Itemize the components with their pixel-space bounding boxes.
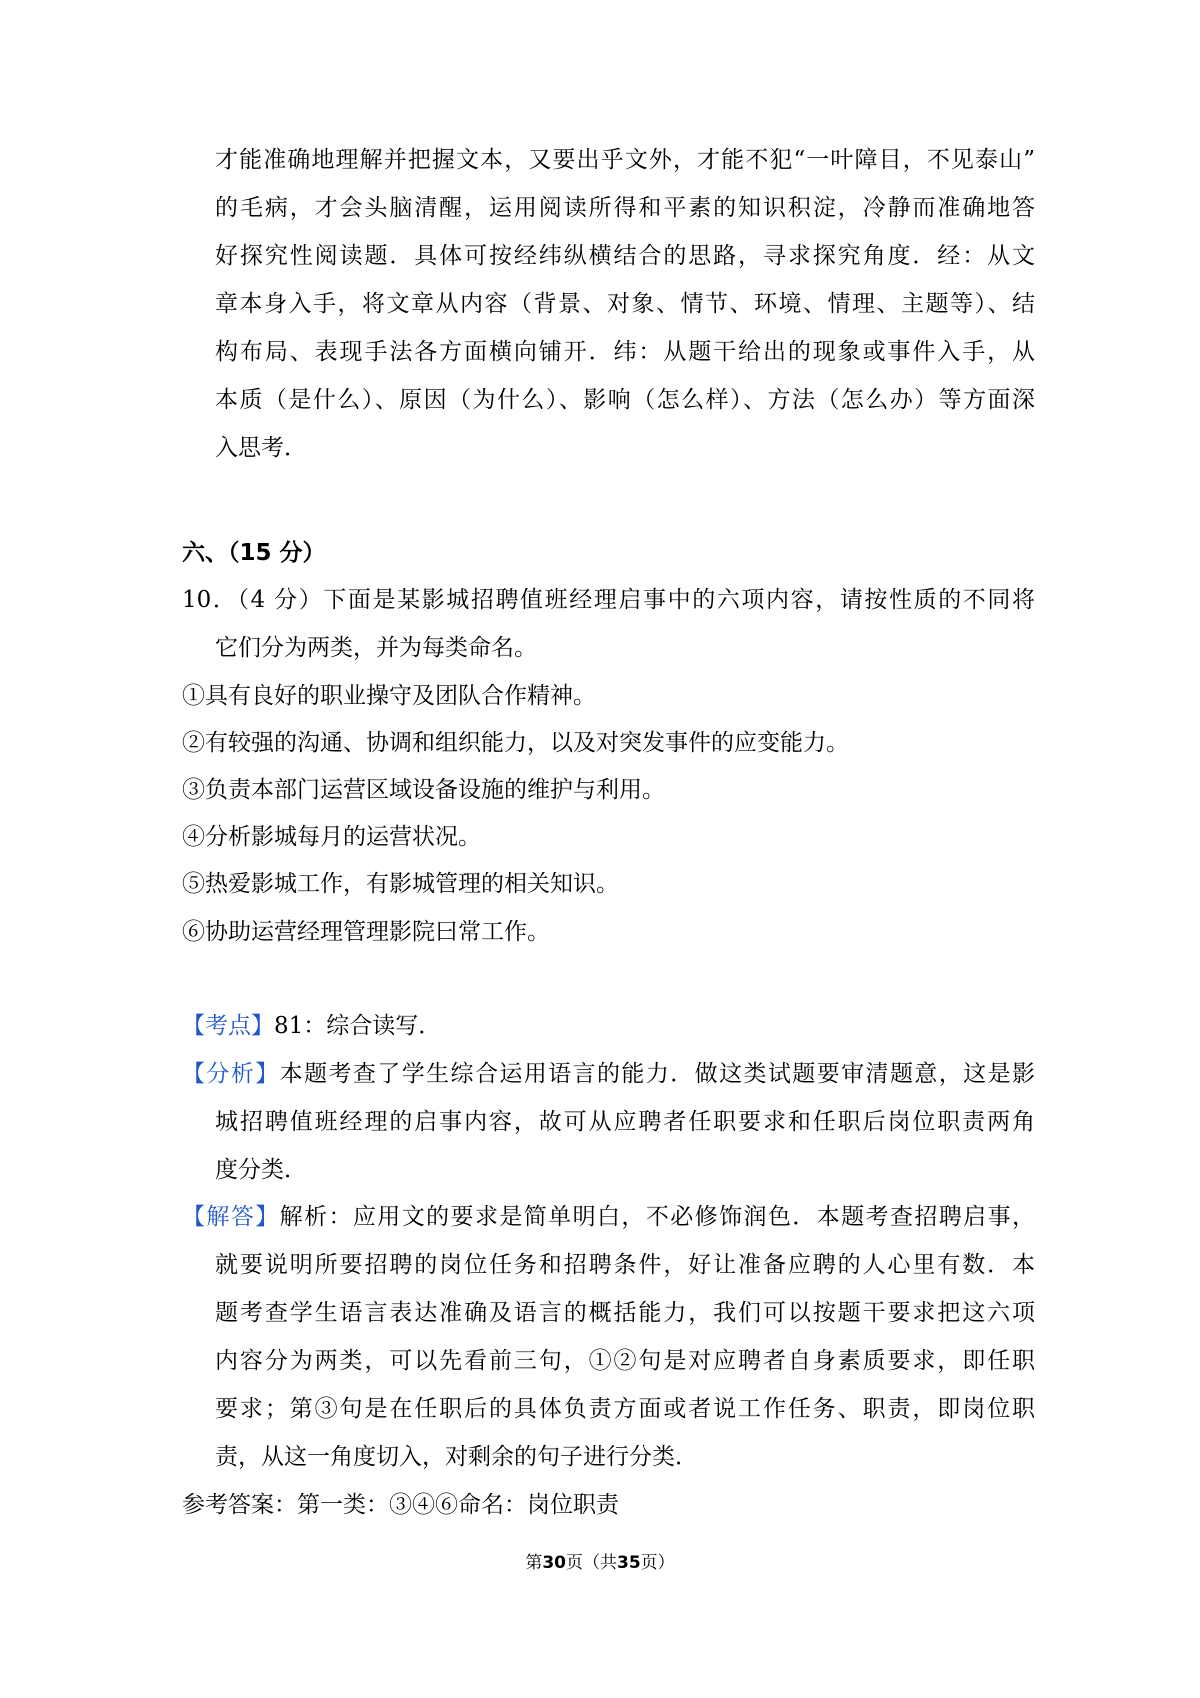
- intro-line: 章本身入手，将文章从内容（背景、对象、情节、环境、情理、主题等）、结: [215, 291, 1035, 317]
- footer-total-pages: 35: [617, 1553, 641, 1573]
- intro-line: 才能准确地理解并把握文本，又要出乎文外，才能不犯“一叶障目，不见泰山”: [215, 147, 1035, 173]
- fenxi-first: 本题考查了学生综合运用语言的能力．做这类试题要审清题意，这是影: [279, 1061, 1036, 1087]
- jieda-text-line: 题考查学生语言表达准确及语言的概括能力，我们可以按题干要求把这六项: [215, 1300, 1035, 1326]
- question-item: ⑥协助运营经理管理影院曰常工作。: [182, 919, 550, 945]
- kaodian-tag: 【考点】: [182, 1013, 274, 1039]
- jieda-text-line: 要求；第③句是在任职后的具体负责方面或者说工作任务、职责，即岗位职: [215, 1396, 1035, 1422]
- question-item: ④分析影城每月的运营状况。: [182, 824, 481, 850]
- intro-line: 本质（是什么）、原因（为什么）、影响（怎么样）、方法（怎么办）等方面深: [215, 387, 1035, 413]
- question-line: 它们分为两类，并为每类命名。: [215, 635, 537, 661]
- question-item: ③负责本部门运营区域设备设施的维护与利用。: [182, 777, 665, 803]
- fenxi-text-line: 度分类．: [215, 1157, 307, 1183]
- question-item: ①具有良好的职业操守及团队合作精神。: [182, 683, 596, 709]
- intro-line: 的毛病，才会头脑清醒，运用阅读所得和平素的知识积淀，冷静而准确地答: [215, 195, 1035, 221]
- reference-answer: 参考答案：第一类：③④⑥命名：岗位职责: [182, 1492, 619, 1518]
- jieda-line: [182, 1202, 1035, 1232]
- section-title: 六、（15 分）: [182, 540, 326, 566]
- kaodian-line: [182, 1011, 441, 1041]
- question-item: ⑤热爱影城工作，有影城管理的相关知识。: [182, 871, 619, 897]
- fenxi-text-line: 城招聘值班经理的启事内容，故可从应聘者任职要求和任职后岗位职责两角: [215, 1109, 1035, 1135]
- page-footer: [0, 1552, 1200, 1574]
- intro-line: 构布局、表现手法各方面横向铺开．纬：从题干给出的现象或事件入手，从: [215, 339, 1035, 365]
- kaodian-text: 81：综合读写．: [274, 1013, 442, 1039]
- footer-suffix: 页）: [640, 1553, 675, 1573]
- footer-middle: 页（共: [566, 1553, 617, 1573]
- jieda-text-line: 就要说明所要招聘的岗位任务和招聘条件，好让准备应聘的人心里有数．本: [215, 1252, 1035, 1278]
- question-item: ②有较强的沟通、协调和组织能力，以及对突发事件的应变能力。: [182, 730, 849, 756]
- footer-page-number: 30: [542, 1553, 566, 1573]
- footer-prefix: 第: [525, 1553, 543, 1573]
- jieda-text-line: 内容分为两类，可以先看前三句，①②句是对应聘者自身素质要求，即任职: [215, 1348, 1035, 1374]
- fenxi-tag: 【分析】: [182, 1061, 280, 1087]
- jieda-text-line: 责，从这一角度切入，对剩余的句子进行分类．: [215, 1444, 698, 1470]
- fenxi-line: [182, 1059, 1035, 1089]
- question-line: 10．（4 分）下面是某影城招聘值班经理启事中的六项内容，请按性质的不同将: [182, 587, 1035, 613]
- intro-line: 入思考．: [215, 435, 307, 461]
- jieda-first: 解析：应用文的要求是简单明白，不必修饰润色．本题考查招聘启事，: [279, 1204, 1036, 1230]
- jieda-tag: 【解答】: [182, 1204, 280, 1230]
- intro-line: 好探究性阅读题．具体可按经纬纵横结合的思路，寻求探究角度．经：从文: [215, 243, 1035, 269]
